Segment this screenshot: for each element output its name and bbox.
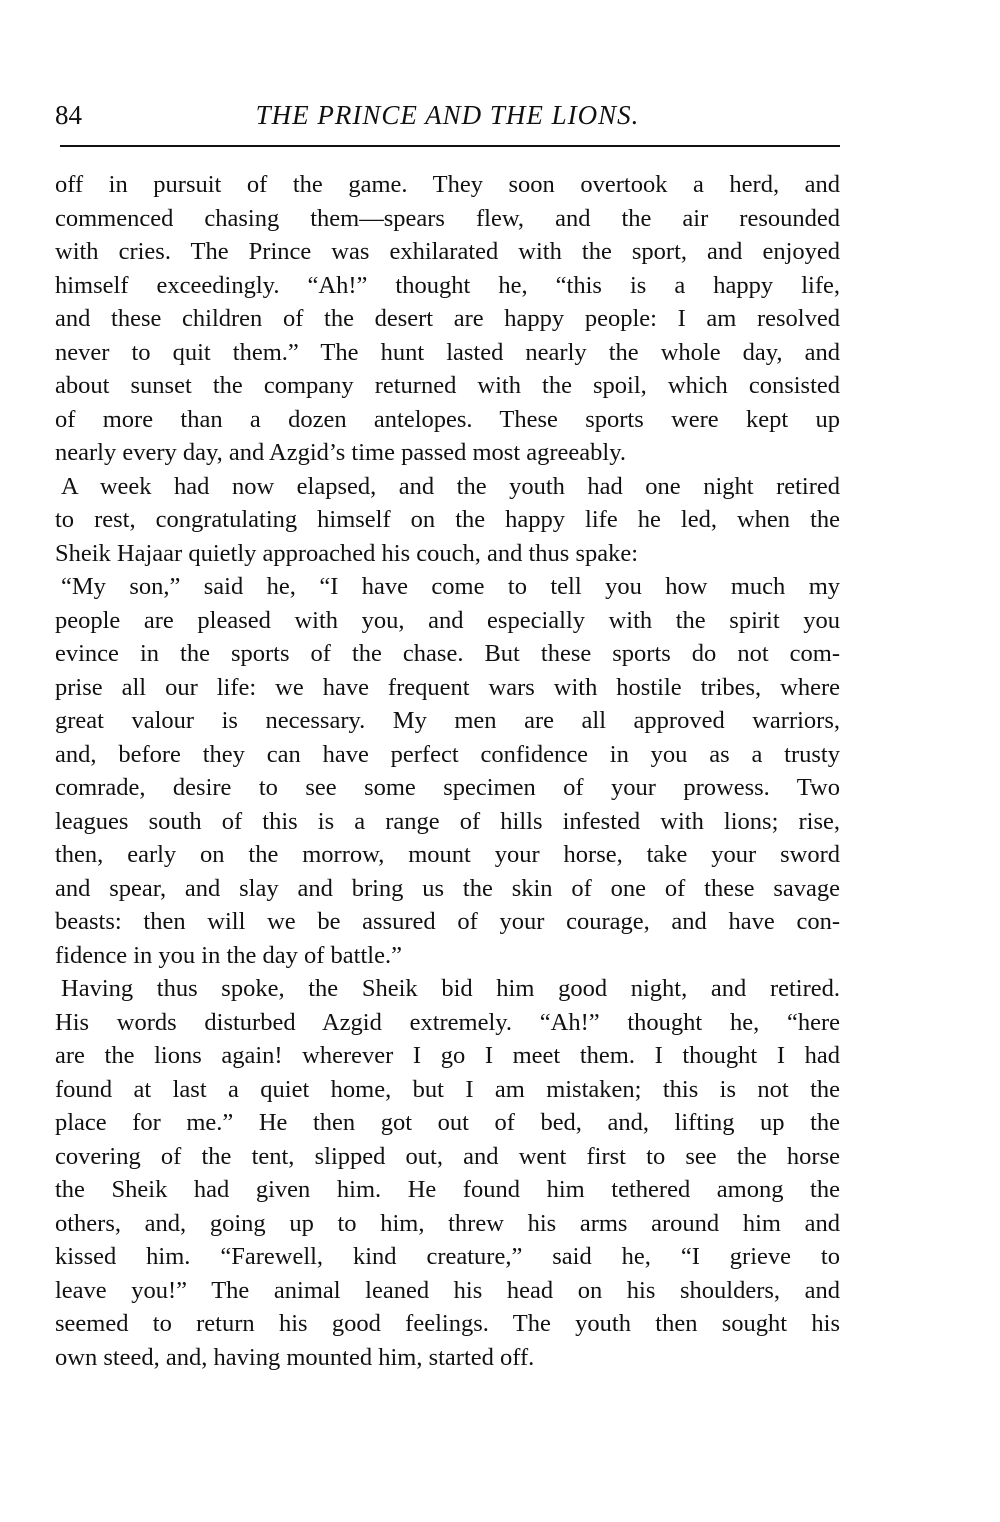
text-line: never to quit them.” The hunt lasted nearly the whole day, and xyxy=(55,338,840,366)
text-line: people are pleased with you, and especially with the spirit you xyxy=(55,606,840,634)
text-line: His words disturbed Azgid extremely. “Ah!” thought he, “here xyxy=(55,1008,840,1036)
page-number: 84 xyxy=(55,100,82,130)
text-line: Having thus spoke, the Sheik bid him good night, and retired. xyxy=(61,975,840,1002)
text-line: about sunset the company returned with the spoil, which consisted xyxy=(55,372,840,399)
text-line: nearly every day, and Azgid’s time passed most agreeably. xyxy=(55,439,627,466)
text-line: great valour is necessary. My men are all approved warriors, xyxy=(55,707,840,734)
text-line: Sheik Hajaar quietly approached his couch, and thus spake: xyxy=(55,539,639,567)
text-line: found at last a quiet home, but I am mistaken; this is not the xyxy=(55,1075,840,1103)
text-line: off in pursuit of the game. They soon overtook a herd, and xyxy=(55,171,840,198)
text-line: and spear, and slay and bring us the skin of one of these savage xyxy=(55,874,840,902)
running-header xyxy=(55,100,840,136)
text-line: evince in the sports of the chase. But these sports do not com- xyxy=(55,640,840,667)
paragraph xyxy=(55,168,840,470)
paragraph xyxy=(55,570,840,972)
text-line: are the lions again! wherever I go I meet them. I thought I had xyxy=(55,1042,840,1069)
text-line: with cries. The Prince was exhilarated with the sport, and enjoyed xyxy=(55,238,840,265)
text-line: place for me.” He then got out of bed, and, lifting up the xyxy=(55,1109,840,1136)
text-line: the Sheik had given him. He found him tethered among the xyxy=(55,1176,840,1203)
text-line: “My son,” said he, “I have come to tell you how much my xyxy=(61,573,840,600)
text-line: leave you!” The animal leaned his head on his shoulders, and xyxy=(55,1276,840,1304)
running-title: THE PRINCE AND THE LIONS. xyxy=(255,100,640,130)
text-line: of more than a dozen antelopes. These sports were kept up xyxy=(55,405,840,433)
header-rule xyxy=(60,145,840,147)
page-body xyxy=(55,168,840,1374)
text-line: comrade, desire to see some specimen of your prowess. Two xyxy=(55,774,840,801)
text-line: seemed to return his good feelings. The youth then sought his xyxy=(55,1310,840,1337)
text-line: leagues south of this is a range of hills infested with lions; rise, xyxy=(55,807,840,835)
text-line: fidence in you in the day of battle.” xyxy=(55,941,402,969)
text-line: then, early on the morrow, mount your horse, take your sword xyxy=(55,841,840,868)
paragraph xyxy=(55,972,840,1374)
text-line: own steed, and, having mounted him, started off. xyxy=(55,1343,535,1371)
text-line: others, and, going up to him, threw his arms around him and xyxy=(55,1209,840,1237)
text-line: beasts: then will we be assured of your courage, and have con- xyxy=(55,908,840,935)
text-line: himself exceedingly. “Ah!” thought he, “this is a happy life, xyxy=(55,271,840,299)
text-line: and, before they can have perfect confidence in you as a trusty xyxy=(55,740,840,768)
text-line: prise all our life: we have frequent wars with hostile tribes, where xyxy=(55,673,840,701)
text-line: kissed him. “Farewell, kind creature,” said he, “I grieve to xyxy=(55,1243,840,1270)
text-line: and these children of the desert are happy people: I am resolved xyxy=(55,305,840,332)
paragraph xyxy=(55,470,840,571)
text-line: A week had now elapsed, and the youth had one night retired xyxy=(61,472,840,500)
text-line: to rest, congratulating himself on the happy life he led, when the xyxy=(55,506,840,533)
text-line: commenced chasing them—spears flew, and the air resounded xyxy=(55,204,840,232)
text-line: covering of the tent, slipped out, and went first to see the horse xyxy=(55,1142,840,1170)
